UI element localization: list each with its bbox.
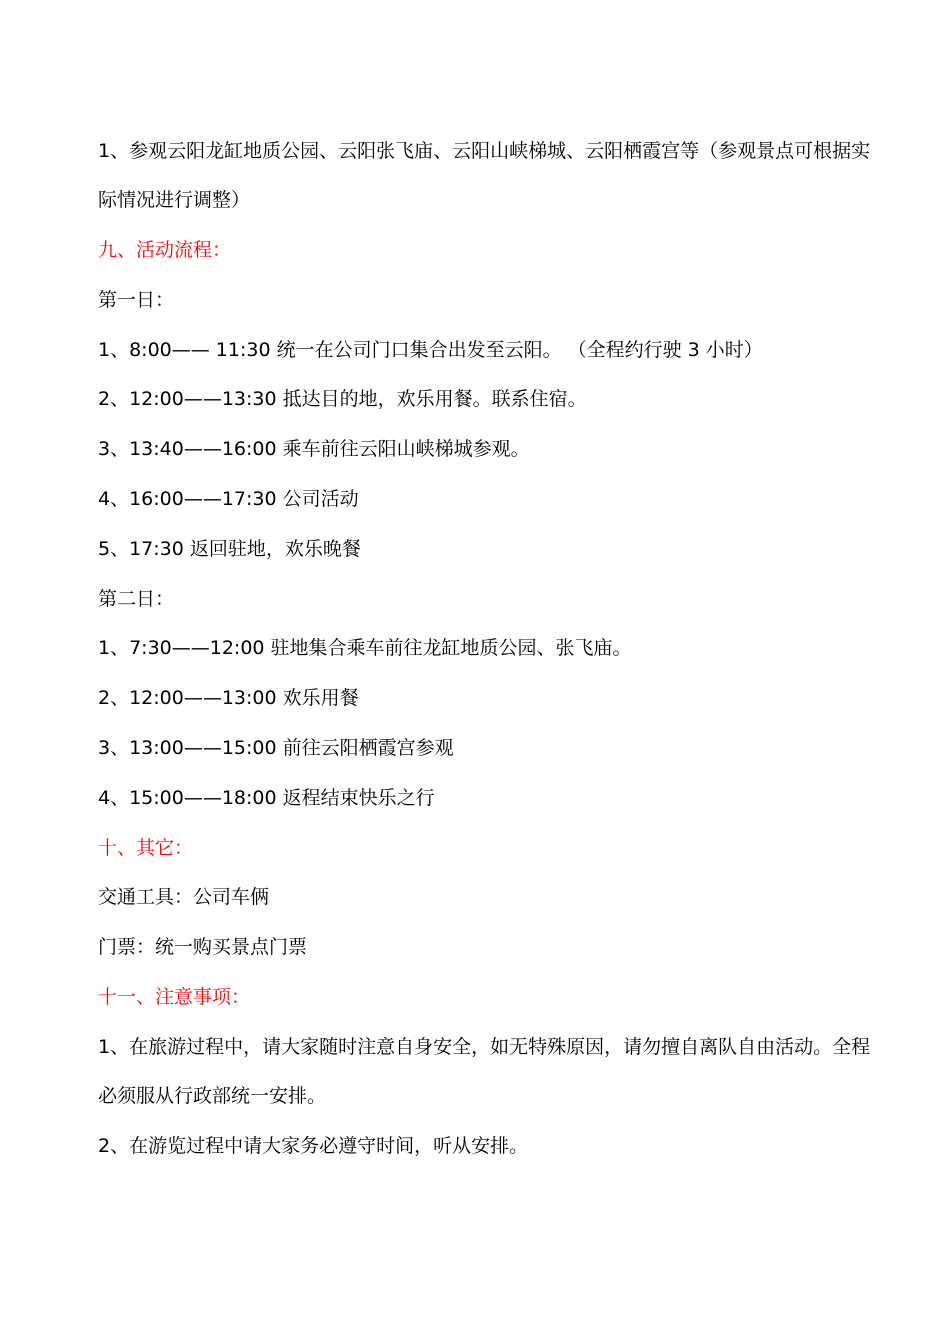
notes-item-2: 2、在游览过程中请大家务必遵守时间，听从安排。	[98, 1135, 529, 1157]
day1-label: 第一日：	[98, 289, 175, 311]
other-item-tickets: 门票：统一购买景点门票	[98, 936, 308, 958]
day2-label: 第二日：	[98, 588, 175, 610]
section-heading-activity-flow: 九、活动流程：	[98, 239, 232, 261]
other-item-transport: 交通工具：公司车俩	[98, 886, 270, 908]
paragraph-sightseeing-line1: 1、参观云阳龙缸地质公园、云阳张飞庙、云阳山峡梯城、云阳栖霞宫等（参观景点可根据实	[98, 140, 871, 162]
day1-item-4: 4、16:00——17:30 公司活动	[98, 488, 359, 510]
day2-item-4: 4、15:00——18:00 返程结束快乐之行	[98, 787, 435, 809]
day1-item-5: 5、17:30 返回驻地，欢乐晚餐	[98, 538, 361, 560]
section-heading-notes: 十一、注意事项：	[98, 986, 251, 1008]
day2-item-1: 1、7:30——12:00 驻地集合乘车前往龙缸地质公园、张飞庙。	[98, 637, 632, 659]
day1-item-3: 3、13:40——16:00 乘车前往云阳山峡梯城参观。	[98, 438, 530, 460]
notes-item-1-line2: 必须服从行政部统一安排。	[98, 1085, 327, 1107]
section-heading-other: 十、其它：	[98, 837, 194, 859]
day2-item-2: 2、12:00——13:00 欢乐用餐	[98, 687, 359, 709]
notes-item-1-line1: 1、在旅游过程中，请大家随时注意自身安全，如无特殊原因，请勿擅自离队自由活动。全程	[98, 1036, 871, 1058]
day1-item-2: 2、12:00——13:30 抵达目的地，欢乐用餐。联系住宿。	[98, 388, 587, 410]
day1-item-1: 1、8:00—— 11:30 统一在公司门口集合出发至云阳。 （全程约行驶 3 小时）	[98, 339, 763, 361]
day2-item-3: 3、13:00——15:00 前往云阳栖霞宫参观	[98, 737, 454, 759]
paragraph-sightseeing-line2: 际情况进行调整）	[98, 189, 251, 211]
